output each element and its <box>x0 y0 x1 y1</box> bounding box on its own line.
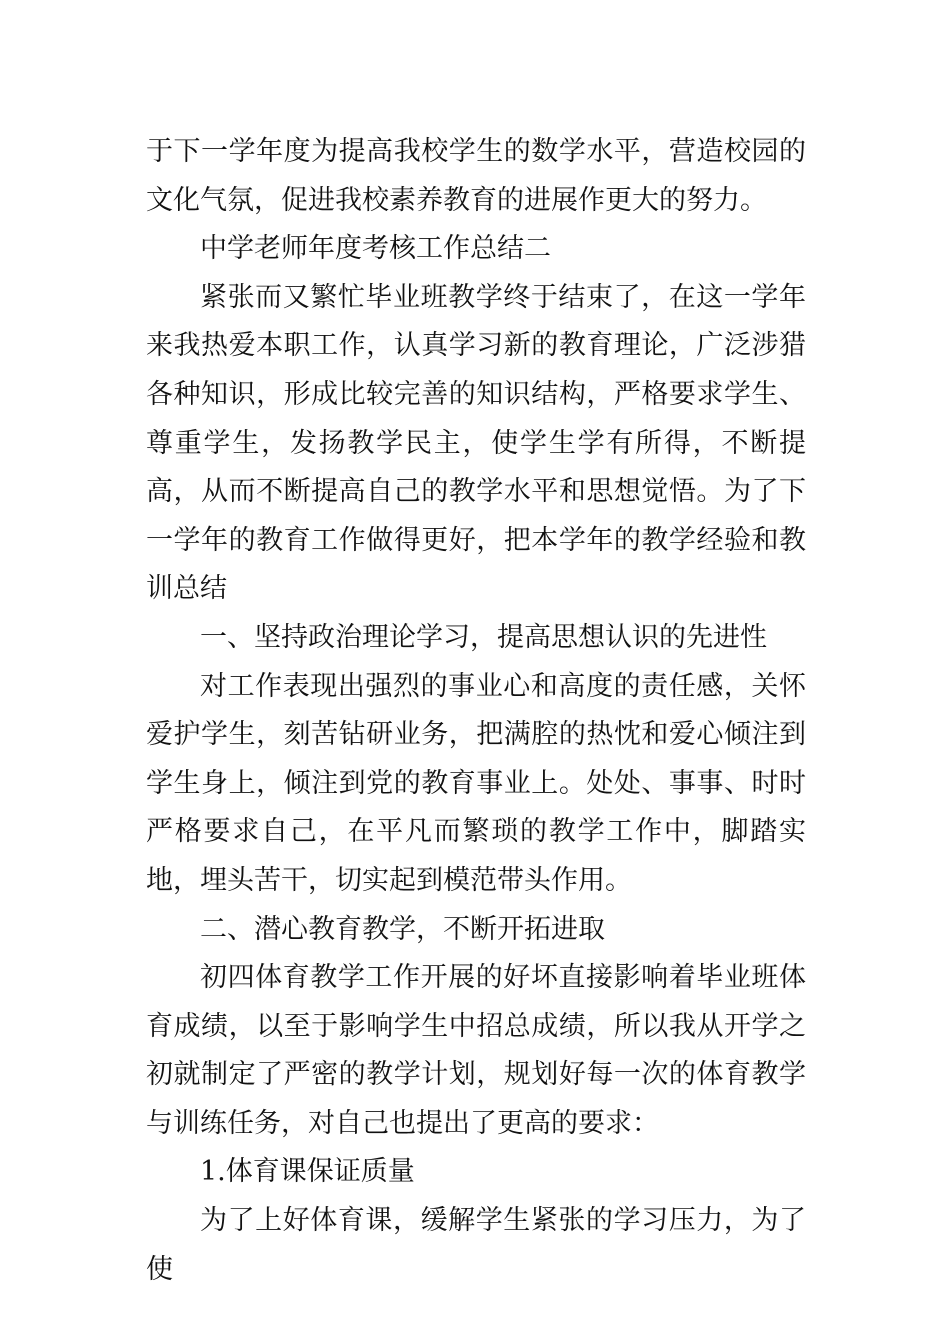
paragraph: 初四体育教学工作开展的好坏直接影响着毕业班体育成绩，以至于影响学生中招总成绩，所以我从开学之初就制定了严密的教学计划，规划好每一次的体育教学与训练任务，对自己也提出了更高的要求： <box>146 962 806 1139</box>
paragraph: 为了上好体育课，缓解学生紧张的学习压力，为了使 <box>146 1205 806 1285</box>
paragraph: 对工作表现出强烈的事业心和高度的责任感，关怀爱护学生，刻苦钻研业务，把满腔的热忱和爱心倾注到学生身上，倾注到党的教育事业上。处处、事事、时时严格要求自己，在平凡而繁琐的教学工作中，脚踏实地，埋头苦干，切实起到模范带头作用。 <box>146 670 806 896</box>
section-heading-1: 一、坚持政治理论学习，提高思想认识的先进性 <box>200 621 767 653</box>
paragraph-continuation: 于下一学年度为提高我校学生的数学水平，营造校园的文化气氛，促进我校素养教育的进展作更大的努力。 <box>146 136 806 216</box>
subheading-1: 1.体育课保证质量 <box>200 1156 415 1188</box>
section-title: 中学老师年度考核工作总结二 <box>200 233 551 265</box>
section-heading-2: 二、潜心教育教学，不断开拓进取 <box>200 913 605 945</box>
document-body <box>146 128 806 1294</box>
paragraph: 紧张而又繁忙毕业班教学终于结束了，在这一学年来我热爱本职工作，认真学习新的教育理论，广泛涉猎各种知识，形成比较完善的知识结构，严格要求学生、尊重学生，发扬教学民主，使学生学有所得，不断提高，从而不断提高自己的教学水平和思想觉悟。为了下一学年的教育工作做得更好，把本学年的教学经验和教训总结 <box>146 281 806 605</box>
